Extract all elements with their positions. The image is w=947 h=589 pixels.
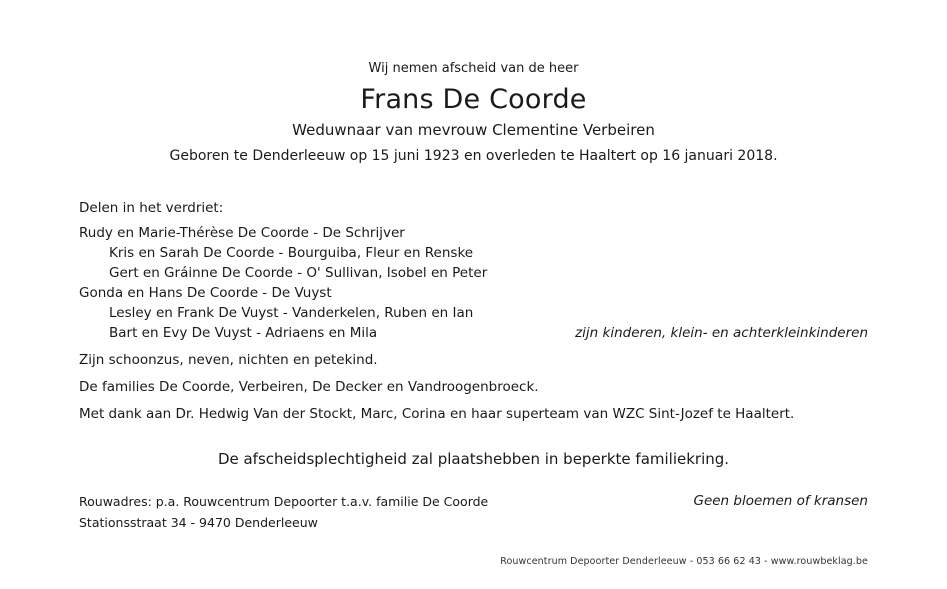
- family-line: Gert en Gráinne De Coorde - O' Sullivan, Isobel en Peter: [109, 265, 488, 281]
- thanks-text: Met dank aan Dr. Hedwig Van der Stockt, Marc, Corina en haar superteam van WZC Sint-Jozef te Haaltert.: [79, 406, 795, 422]
- address-line-2: Stationsstraat 34 - 9470 Denderleeuw: [79, 515, 318, 530]
- address-line-1: Rouwadres: p.a. Rouwcentrum Depoorter t.a.v. familie De Coorde: [79, 494, 489, 509]
- no-flowers-text: Geen bloemen of kransen: [693, 493, 868, 509]
- family-relation: zijn kinderen, klein- en achterkleinkinderen: [575, 325, 868, 341]
- footer-text: Rouwcentrum Depoorter Denderleeuw - 053 66 62 43 - www.rouwbeklag.be: [500, 556, 868, 567]
- widower-of-text: Weduwnaar van mevrouw Clementine Verbeiren: [292, 121, 655, 139]
- family-line: Rudy en Marie-Thérèse De Coorde - De Schrijver: [79, 225, 405, 241]
- ceremony-text: De afscheidsplechtigheid zal plaatshebben in beperkte familiekring.: [217, 450, 730, 468]
- family-line: Bart en Evy De Vuyst - Adriaens en Mila: [109, 325, 378, 341]
- family-other: Zijn schoonzus, neven, nichten en petekind.: [79, 352, 378, 368]
- family-line: Gonda en Hans De Coorde - De Vuyst: [79, 285, 332, 301]
- deceased-name: Frans De Coorde: [360, 84, 587, 115]
- family-line: Kris en Sarah De Coorde - Bourguiba, Fleur en Renske: [109, 245, 474, 261]
- family-line: Lesley en Frank De Vuyst - Vanderkelen, Ruben en Ian: [109, 305, 474, 321]
- family-intro: Delen in het verdriet:: [79, 200, 224, 216]
- intro-text: Wij nemen afscheid van de heer: [368, 61, 579, 76]
- family-other: De families De Coorde, Verbeiren, De Decker en Vandroogenbroeck.: [79, 379, 539, 395]
- birth-death-text: Geboren te Denderleeuw op 15 juni 1923 en overleden te Haaltert op 16 januari 2018.: [169, 148, 778, 164]
